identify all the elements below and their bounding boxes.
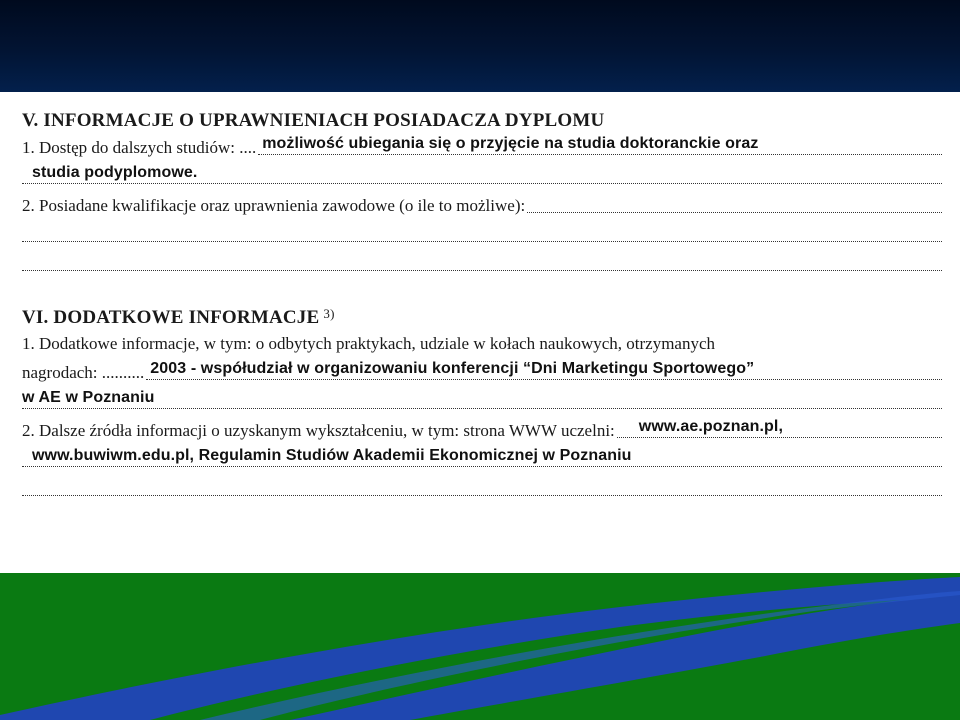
section-v-item2 — [22, 190, 942, 219]
footnote-marker: 3) — [323, 306, 335, 321]
section-vi-item2-value: www.ae.poznan.pl, — [638, 418, 784, 435]
section-vi-item1-line2 — [22, 357, 942, 386]
blank-dotted-line — [22, 219, 942, 248]
diploma-supplement-excerpt — [22, 110, 942, 502]
section-vi-item1 — [22, 329, 942, 357]
section-v-item2-label: 2. Posiadane kwalifikacje oraz uprawnienia zawodowe (o ile to możliwe): — [22, 196, 526, 215]
blank-dotted-line — [22, 473, 942, 502]
dotted-fill — [22, 221, 942, 242]
dotted-fill — [258, 134, 942, 155]
bottom-decorative-band — [0, 573, 960, 720]
section-gap — [22, 277, 942, 307]
section-v-item1-value: możliwość ubiegania się o przyjęcie na studia doktoranckie oraz — [262, 135, 759, 152]
section-vi-item1-value-cont: w AE w Poznaniu — [22, 389, 155, 406]
section-v-item1-continuation — [22, 161, 942, 190]
dotted-fill — [22, 475, 942, 496]
section-v-item1 — [22, 132, 942, 161]
section-vi-item1-continuation — [22, 386, 942, 415]
dotted-fill — [22, 446, 942, 467]
section-vi-item2 — [22, 415, 942, 444]
dotted-fill — [22, 388, 942, 409]
blank-dotted-line — [22, 248, 942, 277]
dotted-fill — [146, 359, 942, 380]
section-vi-item2-continuation — [22, 444, 942, 473]
section-vi-item1-label: 1. Dodatkowe informacje, w tym: o odbytych praktykach, udziale w kołach naukowych, otrzymanych — [22, 334, 716, 353]
dotted-fill — [22, 163, 942, 184]
section-v-item1-value-cont: studia podyplomowe. — [32, 164, 198, 181]
section-vi-item2-value-cont: www.buwiwm.edu.pl, Regulamin Studiów Akademii Ekonomicznej w Poznaniu — [32, 447, 632, 464]
dotted-fill — [617, 417, 942, 438]
section-v-item1-label: 1. Dostęp do dalszych studiów: .... — [22, 138, 257, 157]
section-vi-item2-label: 2. Dalsze źródła informacji o uzyskanym wykształceniu, w tym: strona WWW uczelni: — [22, 421, 615, 440]
swoosh-graphic — [0, 573, 960, 720]
section-vi-heading — [22, 307, 942, 329]
section-vi-heading-text: VI. DODATKOWE INFORMACJE — [22, 307, 320, 328]
section-v-heading: V. INFORMACJE O UPRAWNIENIACH POSIADACZA DYPLOMU — [22, 110, 605, 131]
top-bar — [0, 0, 960, 92]
section-vi-item1-label-cont: nagrodach: .......... — [22, 363, 145, 382]
section-vi-item1-value: 2003 - współudział w organizowaniu konferencji “Dni Marketingu Sportowego” — [150, 360, 755, 377]
dotted-fill — [527, 192, 942, 213]
document-scan — [0, 92, 960, 573]
dotted-fill — [22, 250, 942, 271]
